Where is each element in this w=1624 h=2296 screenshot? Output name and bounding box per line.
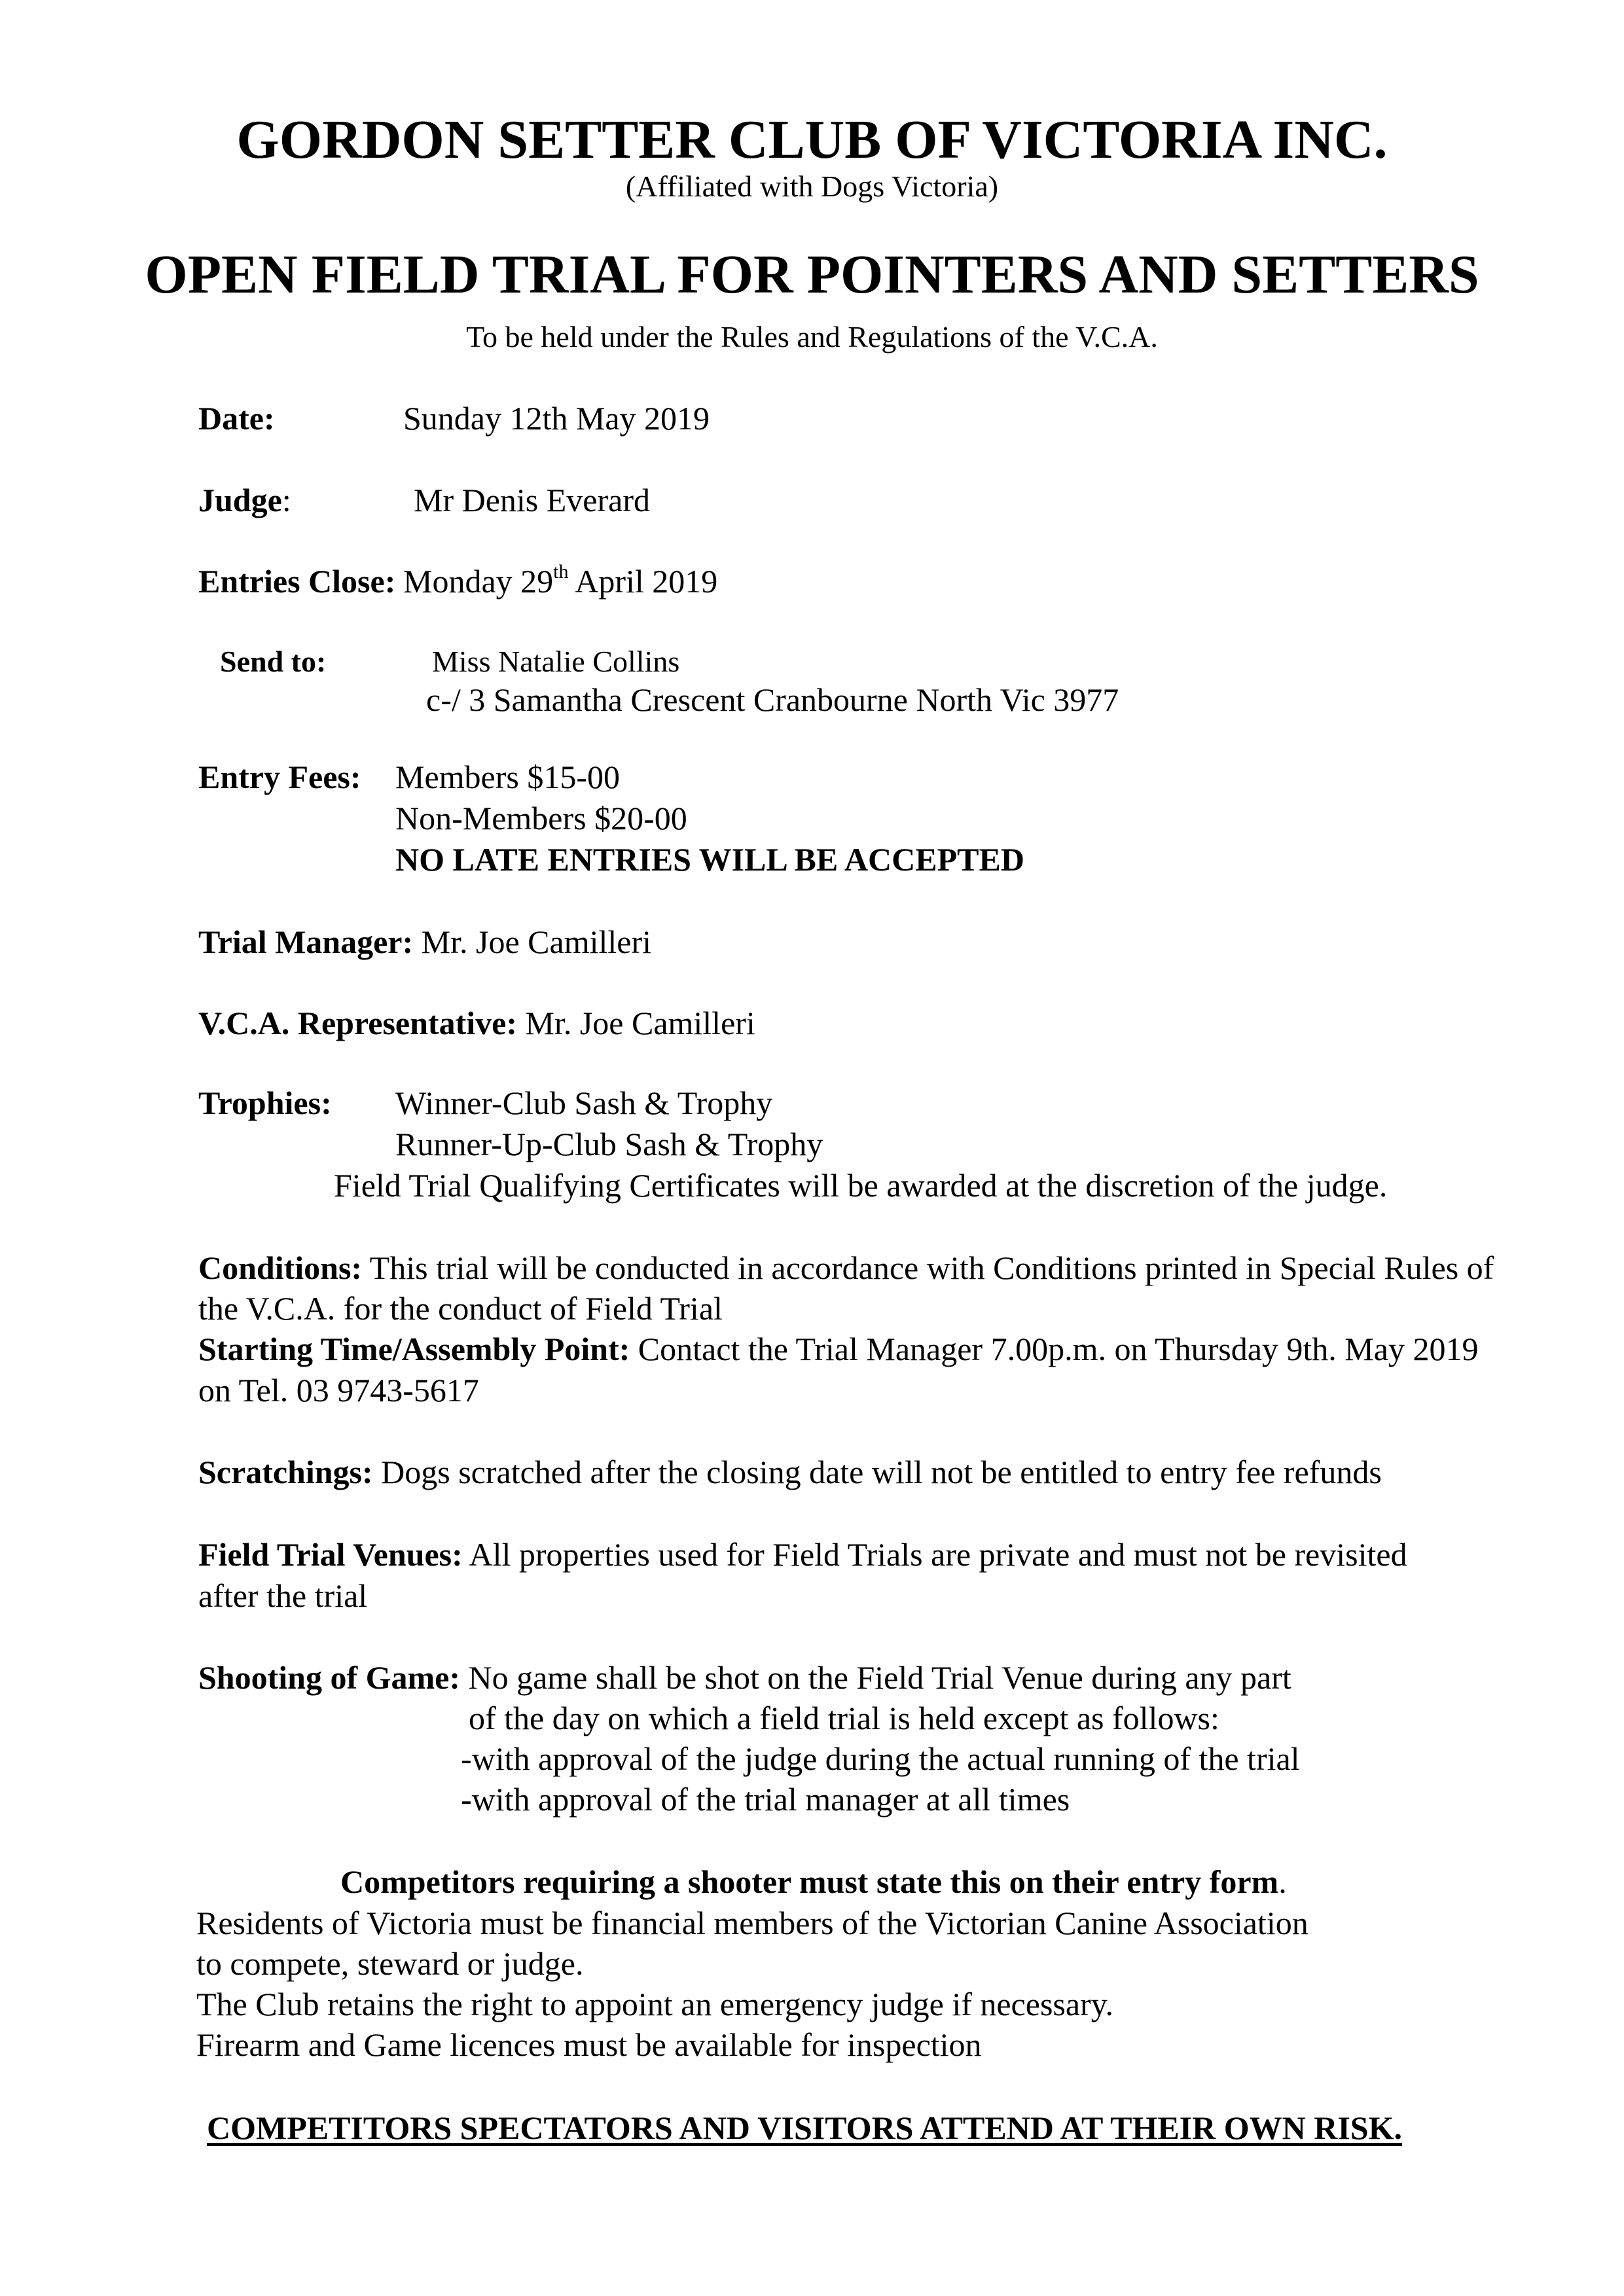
send-to-label: Send to: bbox=[220, 645, 327, 678]
conditions-text1: This trial will be conducted in accordance with Conditions printed in Special Rules of bbox=[362, 1249, 1494, 1286]
judge-value: Mr Denis Everard bbox=[414, 482, 650, 518]
scratchings-line bbox=[198, 1456, 1382, 1488]
scratchings-text: Dogs scratched after the closing date will not be entitled to entry fee refunds bbox=[372, 1454, 1382, 1490]
shooter-note-period: . bbox=[1278, 1863, 1287, 1900]
affiliation-note: (Affiliated with Dogs Victoria) bbox=[625, 170, 999, 203]
event-title-heading: OPEN FIELD TRIAL FOR POINTERS AND SETTERS bbox=[145, 244, 1479, 305]
shooting-line2: of the day on which a field trial is held except as follows: bbox=[469, 1700, 1219, 1736]
send-to-name: Miss Natalie Collins bbox=[432, 645, 680, 678]
conditions-line1 bbox=[198, 1251, 1494, 1284]
vca-rep-label: V.C.A. Representative: bbox=[198, 1005, 517, 1041]
shooting-line3: -with approval of the judge during the actual running of the trial bbox=[461, 1740, 1300, 1777]
shooting-line4: -with approval of the trial manager at all times bbox=[461, 1781, 1070, 1818]
entries-close-post: April 2019 bbox=[568, 563, 718, 600]
shooting-line1 bbox=[198, 1661, 1291, 1694]
conditions-label: Conditions: bbox=[198, 1249, 363, 1286]
residents-line1: Residents of Victoria must be financial members of the Victorian Canine Association bbox=[196, 1905, 1308, 1941]
scratchings-label: Scratchings: bbox=[198, 1454, 373, 1490]
trial-manager-line bbox=[198, 925, 651, 958]
starting-line1 bbox=[198, 1333, 1478, 1365]
trophy-winner: Winner-Club Sash & Trophy bbox=[395, 1085, 773, 1121]
late-entries-warning: NO LATE ENTRIES WILL BE ACCEPTED bbox=[395, 841, 1024, 878]
club-name-heading: GORDON SETTER CLUB OF VICTORIA INC. bbox=[236, 109, 1388, 170]
emergency-judge-note: The Club retains the right to appoint an emergency judge if necessary. bbox=[196, 1986, 1113, 2022]
residents-line2: to compete, steward or judge. bbox=[196, 1945, 584, 1982]
fee-members: Members $15-00 bbox=[395, 759, 620, 795]
entries-close-pre: Monday 29 bbox=[403, 563, 554, 600]
venues-text1: All properties used for Field Trials are private and must not be revisited bbox=[462, 1536, 1407, 1573]
fee-non-members: Non-Members $20-00 bbox=[395, 800, 687, 836]
risk-disclaimer: COMPETITORS SPECTATORS AND VISITORS ATTEND AT THEIR OWN RISK. bbox=[207, 2109, 1403, 2146]
entries-close-value bbox=[403, 561, 718, 600]
venues-label: Field Trial Venues: bbox=[198, 1536, 463, 1573]
date-value: Sunday 12th May 2019 bbox=[403, 400, 710, 437]
entries-close-label: Entries Close: bbox=[198, 563, 396, 600]
trophies-label: Trophies: bbox=[198, 1085, 332, 1121]
starting-label: Starting Time/Assembly Point: bbox=[198, 1331, 630, 1367]
shooter-note bbox=[340, 1865, 1287, 1898]
trophy-certificates: Field Trial Qualifying Certificates will be awarded at the discretion of the judge. bbox=[334, 1167, 1388, 1204]
trial-manager-value: Mr. Joe Camilleri bbox=[413, 924, 651, 960]
licences-note: Firearm and Game licences must be available for inspection bbox=[196, 2026, 982, 2063]
send-to-address: c-/ 3 Samantha Crescent Cranbourne North Vic 3977 bbox=[426, 681, 1119, 718]
entry-fees-label: Entry Fees: bbox=[198, 759, 361, 795]
starting-line2: on Tel. 03 9743-5617 bbox=[198, 1372, 479, 1408]
trial-manager-label: Trial Manager: bbox=[198, 924, 414, 960]
date-label: Date: bbox=[198, 400, 275, 437]
judge-label-colon: : bbox=[281, 482, 291, 518]
conditions-line2: the V.C.A. for the conduct of Field Trial bbox=[198, 1290, 723, 1327]
shooting-label: Shooting of Game: bbox=[198, 1659, 460, 1696]
venues-line1 bbox=[198, 1538, 1407, 1571]
rules-note: To be held under the Rules and Regulations of the V.C.A. bbox=[466, 320, 1158, 353]
shooter-note-text: Competitors requiring a shooter must state this on their entry form bbox=[340, 1863, 1279, 1900]
judge-label-text: Judge bbox=[198, 482, 282, 518]
vca-rep-value: Mr. Joe Camilleri bbox=[516, 1005, 755, 1041]
vca-rep-line bbox=[198, 1007, 755, 1039]
shooting-text1: No game shall be shot on the Field Trial Venue during any part bbox=[460, 1659, 1291, 1696]
venues-line2: after the trial bbox=[198, 1577, 368, 1614]
entries-close-sup: th bbox=[553, 561, 569, 583]
judge-label bbox=[198, 484, 291, 516]
starting-text1: Contact the Trial Manager 7.00p.m. on Thursday 9th. May 2019 bbox=[630, 1331, 1479, 1367]
trophy-runner-up: Runner-Up-Club Sash & Trophy bbox=[395, 1126, 823, 1162]
